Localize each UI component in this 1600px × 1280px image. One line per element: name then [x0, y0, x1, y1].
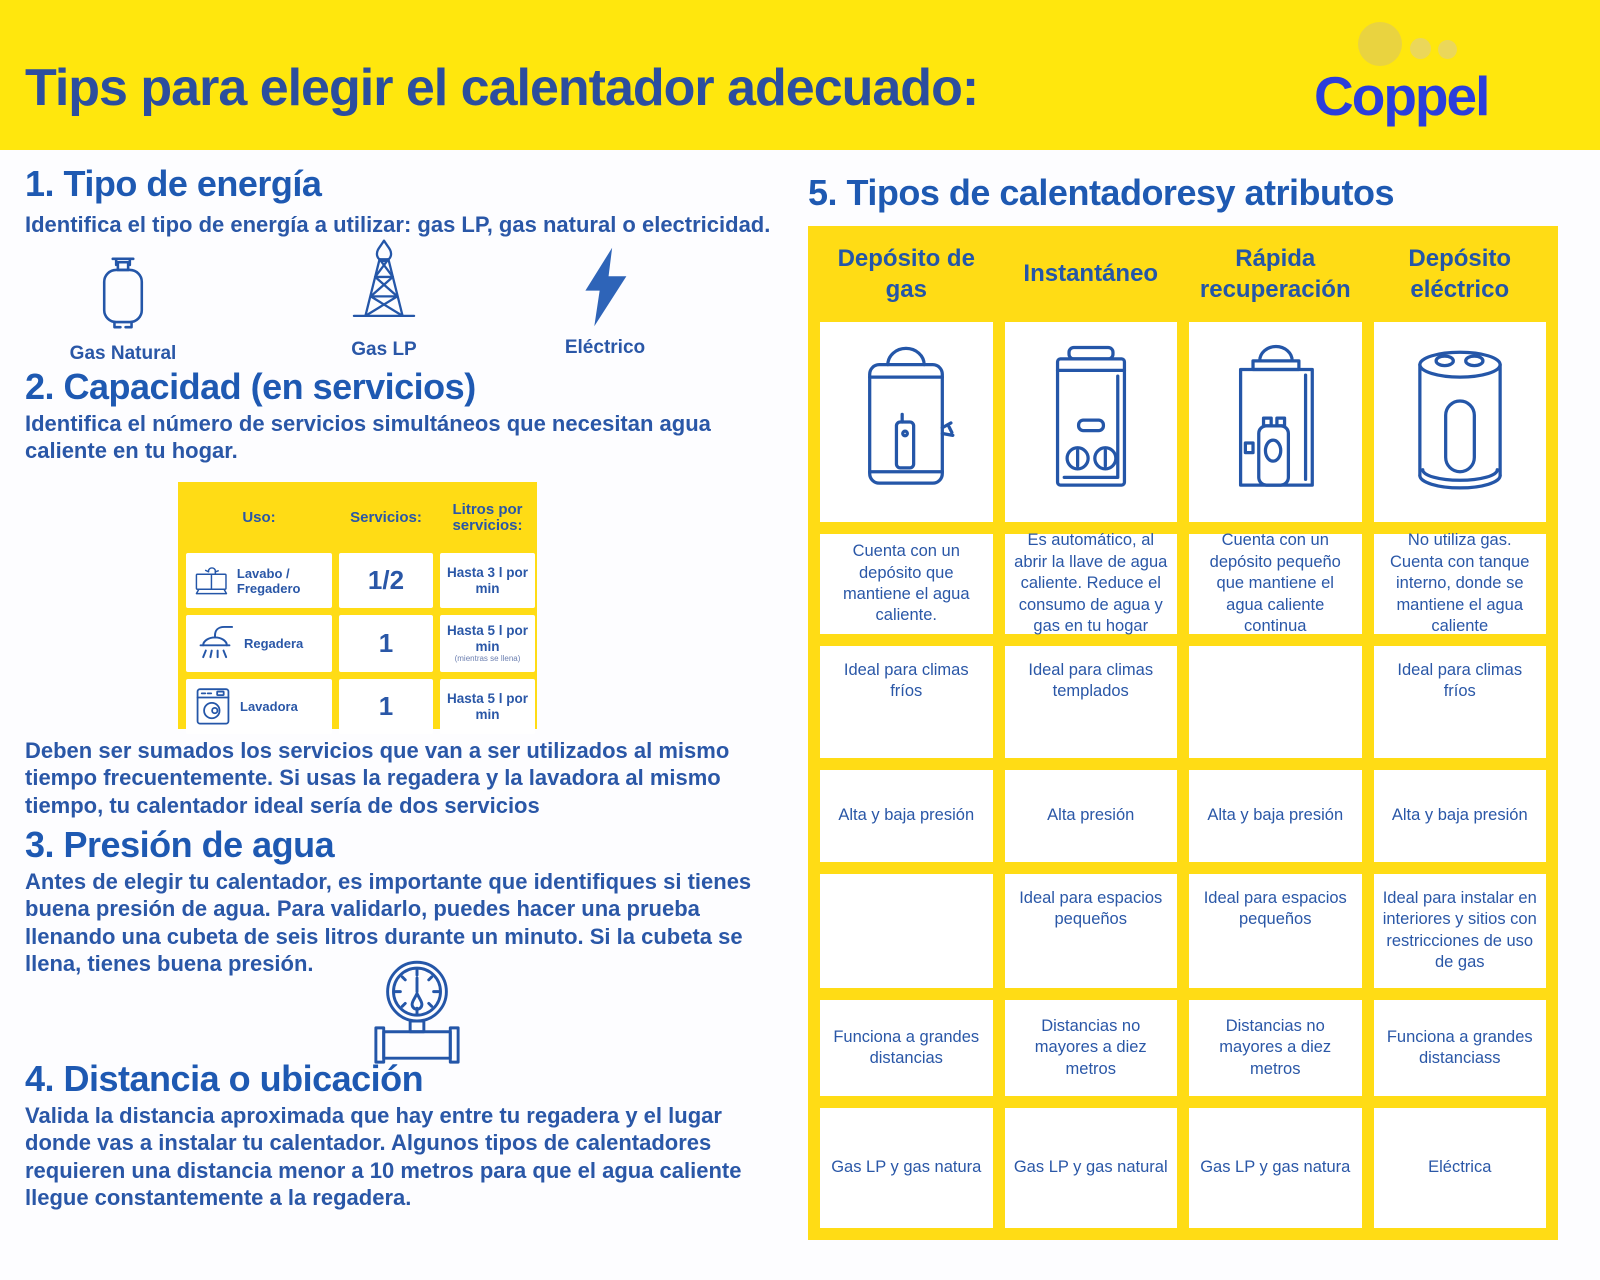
types-cell-presion: Alta y baja presión [1374, 770, 1547, 862]
capacity-services-cell: 1 [339, 679, 433, 734]
capacity-use-cell [186, 615, 332, 672]
types-col-header: Instantáneo [1023, 260, 1159, 288]
logo-dot-icon [1410, 38, 1431, 59]
shower-icon [194, 624, 236, 664]
types-cell-clima: Ideal para climas fríos [820, 646, 993, 758]
rapid-recovery-heater-icon [1215, 336, 1335, 508]
capacity-use-label: Lavabo / Fregadero [236, 565, 301, 596]
types-cell-clima: Ideal para climas templados [1005, 646, 1178, 758]
heater-icon-cell [820, 322, 993, 522]
section-intro-capacity: Identifica el número de servicios simultáneos que necesitan agua caliente en tu hogar. [25, 411, 711, 464]
types-cell-descripcion: Cuenta con un depósito pequeño que mantiene el agua caliente continua [1189, 534, 1362, 634]
capacity-col-header: Servicios: [350, 508, 422, 526]
types-cell-distancia: Funciona a grandes distanciass [1374, 1000, 1547, 1096]
types-cell-clima [1189, 646, 1362, 758]
capacity-col-header: Uso: [242, 508, 276, 526]
section-body-distance: Valida la distancia aproximada que hay entre tu regadera y el lugar donde vas a instalar tu calentador. Algunos tipos de calentadores requieren una distancia menor a 10 metros para que el agua caliente llegue constantemente a la regadera. [25, 1103, 742, 1210]
types-cell-energia: Gas LP y gas natura [820, 1108, 993, 1228]
energy-option-label: Gas Natural [69, 343, 177, 364]
instant-heater-icon [1031, 336, 1151, 508]
energy-option-electrico [545, 246, 665, 359]
washer-icon [194, 686, 232, 728]
energy-option-label: Gas LP [351, 339, 417, 360]
capacity-liters-note: (mientras se llena) [454, 654, 521, 664]
gas-derrick-icon [351, 238, 417, 330]
heater-icon-cell [1005, 322, 1178, 522]
types-cell-distancia: Distancias no mayores a diez metros [1189, 1000, 1362, 1096]
section-title-energy: 1. Tipo de energía [25, 163, 322, 204]
capacity-note: Deben ser sumados los servicios que van a ser utilizados al mismo tiempo frecuentemente. Si usas la regadera y la lavadora al mismo tiempo, tu calentador ideal sería de dos servicios [25, 738, 730, 818]
capacity-liters-text: Hasta 5 l por min [446, 690, 529, 722]
types-cell-espacio: Ideal para instalar en interiores y sitios con restricciones de uso de gas [1374, 874, 1547, 988]
capacity-services-cell: 1/2 [339, 553, 433, 608]
types-cell-clima: Ideal para climas fríos [1374, 646, 1547, 758]
types-col-header: Depósito de gas [837, 244, 975, 303]
capacity-use-cell [186, 553, 332, 608]
types-cell-descripcion: No utiliza gas. Cuenta con tanque interno, donde se mantiene el agua caliente [1374, 534, 1547, 634]
capacity-services-cell: 1 [339, 615, 433, 672]
lightning-bolt-icon [576, 246, 634, 328]
brand-wordmark: Coppel [1314, 65, 1489, 127]
capacity-use-cell [186, 679, 332, 734]
gas-tank-heater-icon [846, 336, 966, 508]
types-cell-espacio [820, 874, 993, 988]
types-cell-energia: Eléctrica [1374, 1108, 1547, 1228]
section-title-distance: 4. Distancia o ubicación [25, 1058, 424, 1099]
capacity-use-label: Lavadora [240, 699, 298, 714]
types-cell-presion: Alta y baja presión [1189, 770, 1362, 862]
energy-option-gas-lp [324, 238, 444, 361]
types-cell-energia: Gas LP y gas natura [1189, 1108, 1362, 1228]
energy-option-gas-natural [62, 252, 184, 365]
heater-icon-cell [1189, 322, 1362, 522]
types-cell-energia: Gas LP y gas natural [1005, 1108, 1178, 1228]
types-cell-presion: Alta y baja presión [820, 770, 993, 862]
section-body-pressure: Antes de elegir tu calentador, es importante que identifiques si tienes buena presión de agua. Para validarlo, puedes hacer una prueba llenando una cubeta de seis litros durante un minuto. Si la cubeta se llena, tienes buena presión. [25, 869, 752, 976]
capacity-table [178, 482, 537, 729]
sink-icon [194, 561, 229, 601]
capacity-liters-cell [440, 553, 535, 608]
page-title: Tips para elegir el calentador adecuado: [25, 59, 979, 117]
section-title-pressure: 3. Presión de agua [25, 824, 335, 865]
section-title-types: 5. Tipos de calentadoresy atributos [808, 172, 1395, 213]
coppel-logo [1310, 12, 1510, 132]
electric-tank-heater-icon [1400, 336, 1520, 508]
gas-cylinder-icon [95, 252, 151, 334]
types-cell-espacio: Ideal para espacios pequeños [1005, 874, 1178, 988]
capacity-liters-text: Hasta 3 l por min [446, 564, 529, 596]
types-col-header: Rápida recuperación [1199, 244, 1351, 303]
types-col-header: Depósito eléctrico [1408, 244, 1512, 303]
section-intro-energy: Identifica el tipo de energía a utilizar: gas LP, gas natural o electricidad. [25, 212, 771, 237]
capacity-col-header: Litros por servicios: [452, 500, 523, 534]
logo-dot-icon [1438, 40, 1457, 59]
logo-dot-icon [1358, 22, 1402, 66]
heater-icon-cell [1374, 322, 1547, 522]
types-cell-distancia: Distancias no mayores a diez metros [1005, 1000, 1178, 1096]
capacity-use-label: Regadera [244, 636, 304, 651]
energy-option-label: Eléctrico [564, 337, 646, 358]
types-cell-espacio: Ideal para espacios pequeños [1189, 874, 1362, 988]
capacity-liters-text: Hasta 5 l por min [446, 623, 529, 654]
section-title-capacity: 2. Capacidad (en servicios) [25, 366, 476, 407]
types-cell-presion: Alta presión [1005, 770, 1178, 862]
types-cell-descripcion: Cuenta con un depósito que mantiene el agua caliente. [820, 534, 993, 634]
capacity-liters-cell [440, 679, 535, 734]
capacity-liters-cell [440, 615, 535, 672]
types-cell-descripcion: Es automático, al abrir la llave de agua caliente. Reduce el consumo de agua y gas en tu hogar [1005, 534, 1178, 634]
types-cell-distancia: Funciona a grandes distancias [820, 1000, 993, 1096]
heater-types-table [808, 226, 1558, 1240]
